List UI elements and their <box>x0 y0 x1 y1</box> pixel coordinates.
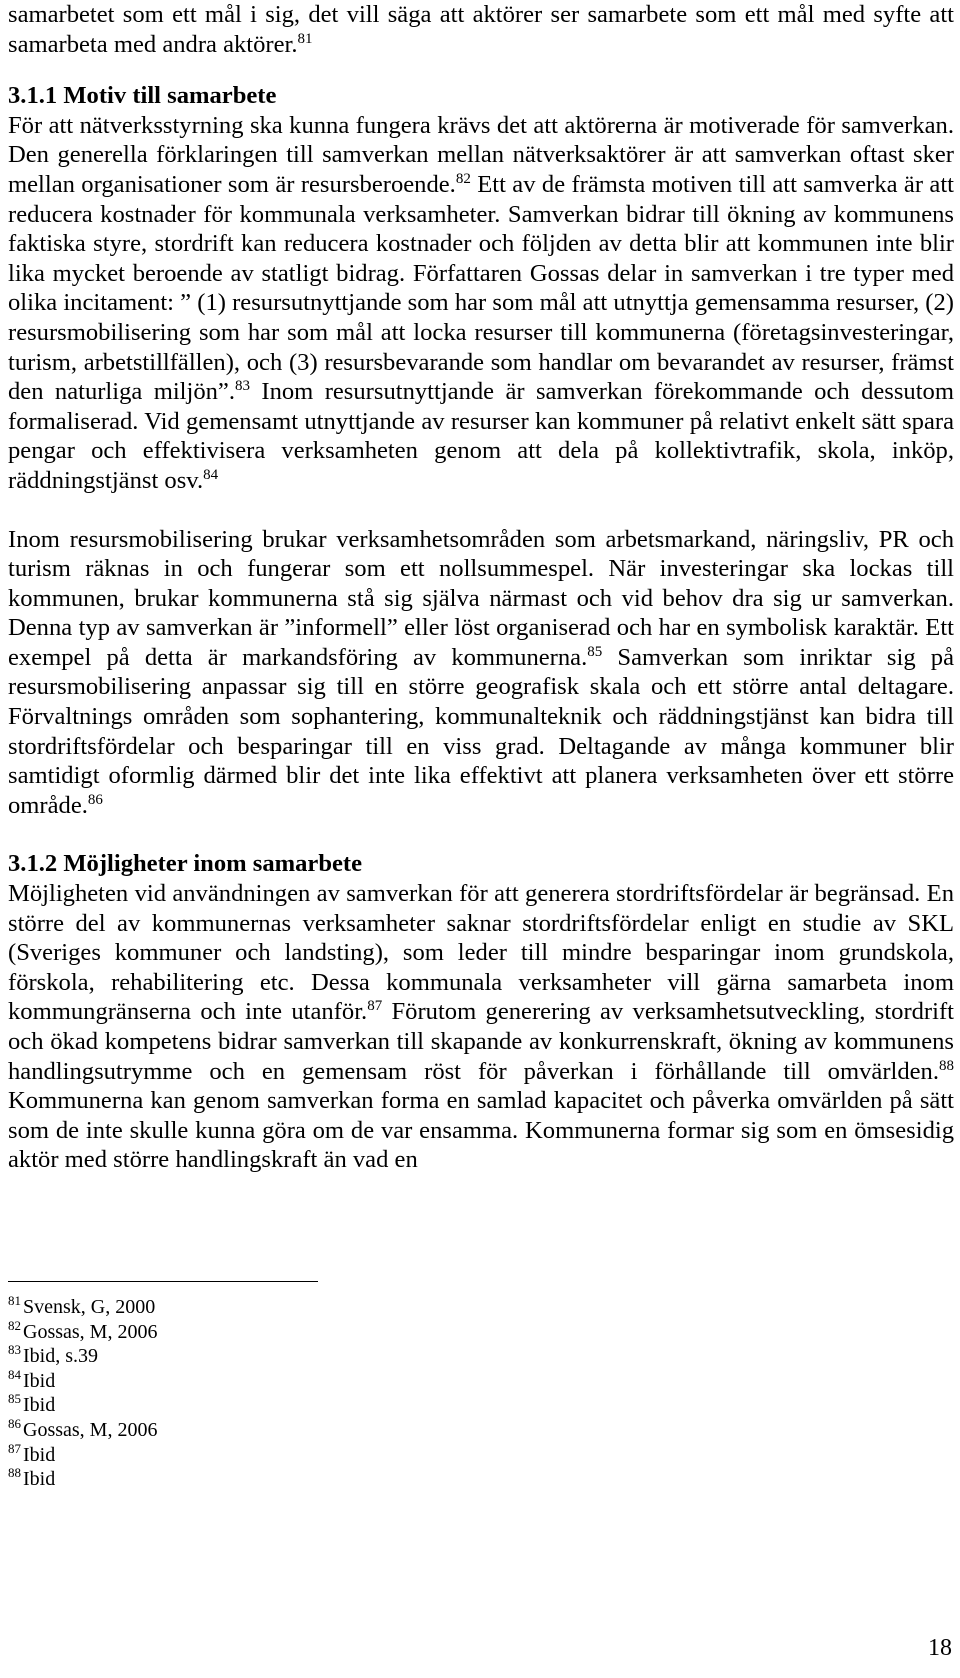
section-heading-3-1-1: 3.1.1 Motiv till samarbete <box>8 82 277 110</box>
footnote-number: 86 <box>8 1415 21 1431</box>
footnote-number: 81 <box>8 1293 21 1308</box>
footnote <box>8 1344 608 1369</box>
footnote-text: Ibid <box>23 1394 56 1417</box>
paragraph-text: Förutom generering av verksamhetsutveckling, stordrift och ökad kompetens bidrar samverkan till skapande av konkurrenskraft, ökning av kommunens handlingsutrymme och en gemensam röst för påverkan i förhållande till omvärlden. <box>8 998 954 1085</box>
footnote-text: Ibid, s.39 <box>23 1345 98 1368</box>
footnote-number: 83 <box>8 1342 21 1358</box>
footnote-text: Ibid <box>23 1369 56 1392</box>
footnote-text: Svensk, G, 2000 <box>23 1296 156 1318</box>
footnote <box>8 1366 608 1394</box>
footnote <box>8 1295 608 1320</box>
paragraph-text: Möjligheten vid användningen av samverkan för att generera stordriftsfördelar är begränsad. En större del av kommunernas verksamheter saknar stordriftsfördelar enligt en studie av SKL (Sveriges kommuner och landsting), som leder till mindre besparingar inom grundskola, förskola, rehabilitering etc. Dessa kommunala verksamheter vill gärna samarbeta inom kommungränserna och inte utanför. <box>8 880 954 1026</box>
footnote-reference[interactable]: 88 <box>939 1057 954 1074</box>
paragraph-motiv <box>8 111 954 496</box>
footnote-reference[interactable]: 87 <box>367 998 383 1015</box>
paragraph-text: samarbetet som ett mål i sig, det vill säga att aktörer ser samarbete som ett mål med syfte att samarbeta med andra aktörer. <box>8 1 954 58</box>
paragraph-text: Kommunerna kan genom samverkan forma en samlad kapacitet och påverka omvärlden på sätt som de inte skulle kunna göra om de var ensamma. Kommunerna formar sig som en ömsesidig aktör med större handlingskraft än vad en <box>8 1087 954 1174</box>
footnote-text: Ibid <box>23 1468 56 1491</box>
footnote-reference[interactable]: 84 <box>203 466 219 483</box>
paragraph-text: Samverkan som inriktar sig på resursmobilisering anpassar sig till en större geografisk skala och ett större antal deltagare. Förvaltnings områden som sophantering, kommunalteknik och räddningstjänst kan bidra till stordriftsfördelar och besparingar till en viss grad. Deltagande av många kommuner blir samtidigt oformlig därmed blir det inte lika effektivt att planera verksamheten över ett större område. <box>8 643 954 819</box>
footnote <box>8 1317 608 1345</box>
section-heading-3-1-2: 3.1.2 Möjligheter inom samarbete <box>8 850 363 878</box>
spacer <box>8 59 954 81</box>
footnote <box>8 1440 608 1468</box>
body-text <box>8 0 954 1175</box>
footnote-number: 88 <box>8 1465 21 1481</box>
paragraph-mobilisering <box>8 525 954 821</box>
footnote-reference[interactable]: 81 <box>297 30 313 47</box>
paragraph-intro <box>8 0 954 59</box>
paragraph-mojligheter <box>8 879 954 1175</box>
page-number: 18 <box>928 1635 952 1661</box>
footnote-reference[interactable]: 86 <box>87 791 103 808</box>
footnote <box>8 1393 608 1418</box>
footnote <box>8 1467 608 1492</box>
footnote-text: Gossas, M, 2006 <box>23 1418 158 1441</box>
footnote-number: 84 <box>8 1366 21 1382</box>
footnote-reference[interactable]: 82 <box>455 170 471 187</box>
footnote-text: Ibid <box>23 1443 56 1466</box>
footnote-number: 87 <box>8 1440 21 1456</box>
paragraph-text: Ett av de främsta motiven till att samverka är att reducera kostnader för kommunala verksamheter. Samverkan bidrar till ökning av kommunens faktiska styre, stordrift kan reducera kostnader och följden av detta blir att kommunen inte blir lika mycket beroende av statligt bidrag. Författaren Gossas delar in samverkan i tre typer med olika incitament: ” (1) resursutnyttjande som har som mål att utnyttja gemensamma resurser, (2) resursmobilisering som har som mål att locka resurser till kommunerna (företagsinvesteringar, turism, arbetstillfällen), och (3) resursbevarande som handlar om bevarandet av resurser, främst den naturliga miljön”. <box>8 170 954 406</box>
paragraph-text: Inom resursmobilisering brukar verksamhetsområden som arbetsmarkand, näringsliv, PR och turism räknas in och fungerar som ett nollsummespel. När investeringar ska lockas till kommunen, brukar kommunerna stå sig själva närmast och vid behov dra sig ur samverkan. Denna typ av samverkan är ”informell” eller löst organiserad och har en symbolisk karaktär. Ett exempel på detta är markandsföring av kommunerna. <box>8 525 954 671</box>
footnote-separator <box>8 1281 318 1282</box>
footnote-reference[interactable]: 83 <box>235 378 250 395</box>
footnote-number: 85 <box>8 1391 21 1407</box>
spacer <box>8 820 954 849</box>
spacer <box>8 496 954 525</box>
paragraph-text: För att nätverksstyrning ska kunna fungera krävs det att aktörerna är motiverade för samverkan. Den generella förklaringen till samverkan mellan nätverksaktörer är att samverkan oftast sker mellan organisationer som är resursberoende. <box>8 111 954 198</box>
footnote-reference[interactable]: 85 <box>587 643 603 660</box>
footnote-text: Gossas, M, 2006 <box>23 1320 158 1343</box>
footnotes-list <box>8 1295 608 1492</box>
paragraph-text: Inom resursutnyttjande är samverkan förekommande och dessutom formaliserad. Vid gemensamt utnyttjande av resurser kan kommuner på relativt enkelt sätt spara pengar och effektivisera verksamheten genom att dela på kollektivtrafik, skola, inköp, räddningstjänst osv. <box>8 378 954 494</box>
footnote-number: 82 <box>8 1317 21 1333</box>
footnote <box>8 1415 608 1443</box>
